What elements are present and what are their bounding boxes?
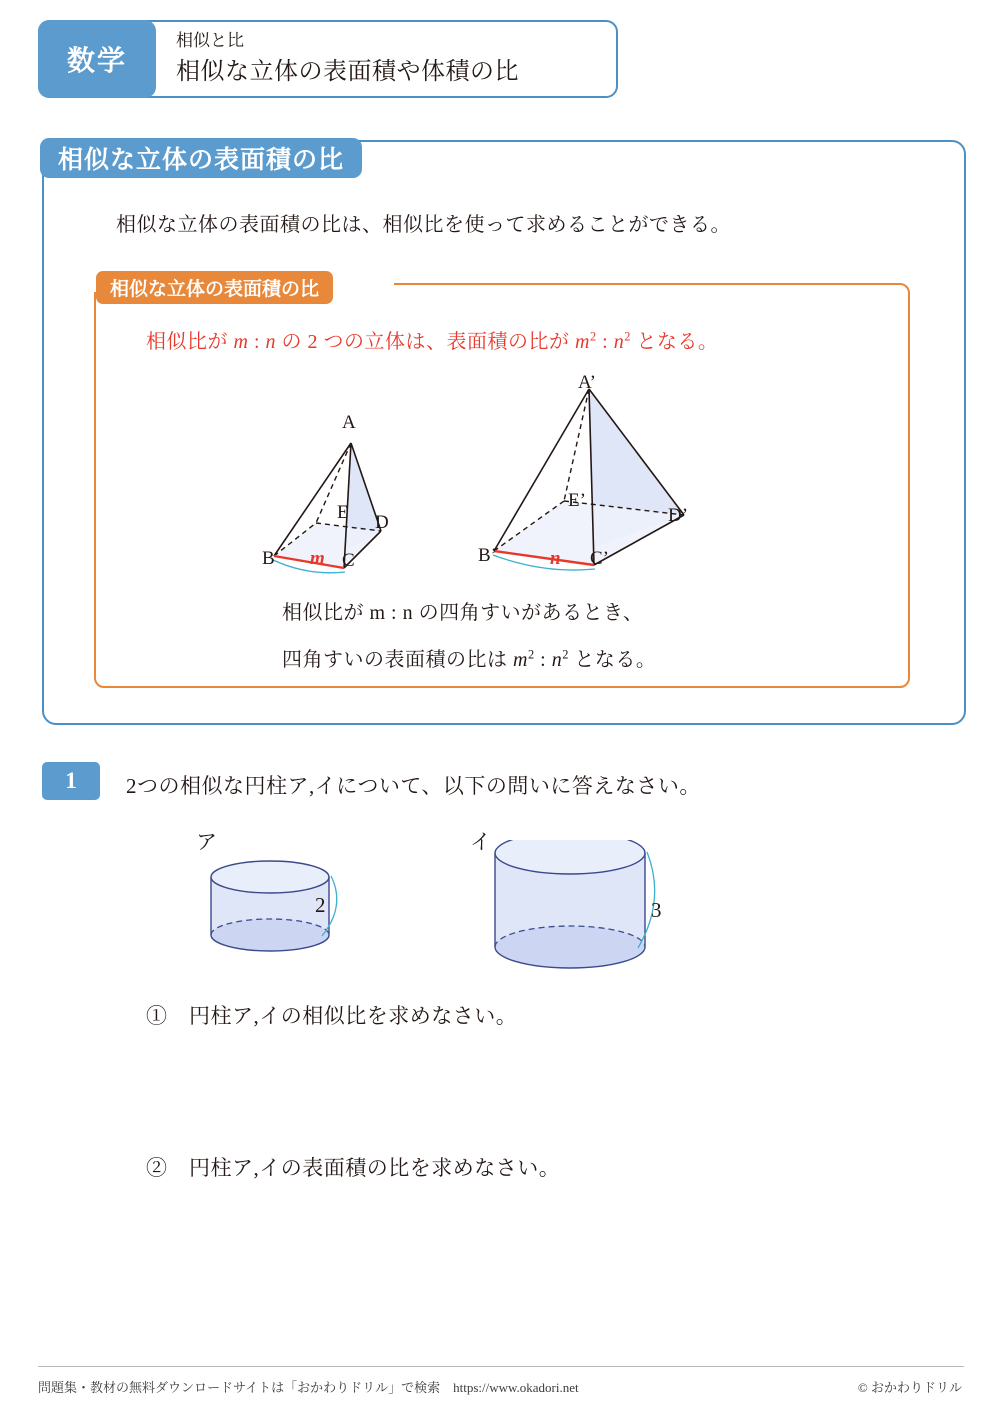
sub-question-2: ② 円柱ア,イの表面積の比を求めなさい。 xyxy=(146,1156,561,1180)
rule-m-squared: m xyxy=(575,331,590,353)
rule-box-title: 相似な立体の表面積の比 xyxy=(96,271,333,304)
cylinder-a-label: ア xyxy=(196,830,217,854)
label-large-inner-vertex: E’ xyxy=(568,490,586,511)
rule-end: となる。 xyxy=(630,331,719,353)
rule-mid: の 2 つの立体は、表面積の比が xyxy=(276,331,576,353)
figure-caption-2 xyxy=(282,643,656,672)
label-large-apex: A’ xyxy=(578,372,596,393)
rule-n-squared: n xyxy=(613,331,625,353)
large-pyramid xyxy=(493,389,684,570)
footer-site-note: 問題集・教材の無料ダウンロードサイトは「おかわりドリル」で検索 https://www.okadori.net xyxy=(38,1380,579,1395)
label-small-left: B xyxy=(262,548,275,569)
cylinder-large xyxy=(495,840,655,968)
small-pyramid xyxy=(273,443,381,573)
subject-badge: 数学 xyxy=(38,20,156,98)
label-small-inner-vertex: E xyxy=(337,502,349,523)
caption2-end: となる。 xyxy=(568,649,657,671)
footer-copyright: © おかわりドリル xyxy=(857,1380,962,1395)
pyramid-figures xyxy=(94,283,910,688)
panel-lead-text: 相似な立体の表面積の比は、相似比を使って求めることができる。 xyxy=(116,214,731,236)
label-large-right: D’ xyxy=(668,505,689,526)
caption2-pre: 四角すいの表面積の比は xyxy=(282,649,513,671)
caption2-sup-a: 2 xyxy=(527,647,535,662)
rule-m: m xyxy=(233,331,249,353)
question-number-badge: 1 xyxy=(42,762,100,800)
label-large-left: B’ xyxy=(478,545,497,566)
label-large-edge-n: n xyxy=(550,548,561,569)
sub-question-1: ① 円柱ア,イの相似比を求めなさい。 xyxy=(146,1004,518,1028)
question-prompt: 2つの相似な円柱ア,イについて、以下の問いに答えなさい。 xyxy=(126,774,701,798)
rule-colon-2: : xyxy=(596,331,614,353)
label-large-front: C’ xyxy=(590,548,609,569)
footer-divider xyxy=(38,1366,964,1367)
page-header xyxy=(38,20,618,98)
rule-sup-2b: 2 xyxy=(624,329,631,344)
caption2-n: n xyxy=(551,649,563,671)
label-small-right: D xyxy=(375,512,389,533)
label-small-front: C xyxy=(342,550,355,571)
rule-n: n xyxy=(265,331,277,353)
rule-sup-2a: 2 xyxy=(589,329,597,344)
page-title: 相似な立体の表面積や体積の比 xyxy=(176,58,519,85)
rule-colon: : xyxy=(248,331,266,353)
unit-name: 相似と比 xyxy=(176,31,244,50)
cylinder-b-height-value: 3 xyxy=(651,898,662,922)
label-small-edge-m: m xyxy=(310,548,325,569)
caption2-m: m xyxy=(513,649,528,671)
caption2-colon: : xyxy=(534,649,552,671)
figure-caption-1: 相似比が m : n の四角すいがあるとき、 xyxy=(282,602,644,624)
header-text-group xyxy=(176,28,519,90)
cylinder-b-label: イ xyxy=(470,830,491,854)
label-small-apex: A xyxy=(342,412,356,433)
rule-pre: 相似比が xyxy=(146,331,234,353)
cylinder-a-height-value: 2 xyxy=(315,893,326,917)
panel-title: 相似な立体の表面積の比 xyxy=(40,138,362,178)
caption2-sup-b: 2 xyxy=(562,647,569,662)
